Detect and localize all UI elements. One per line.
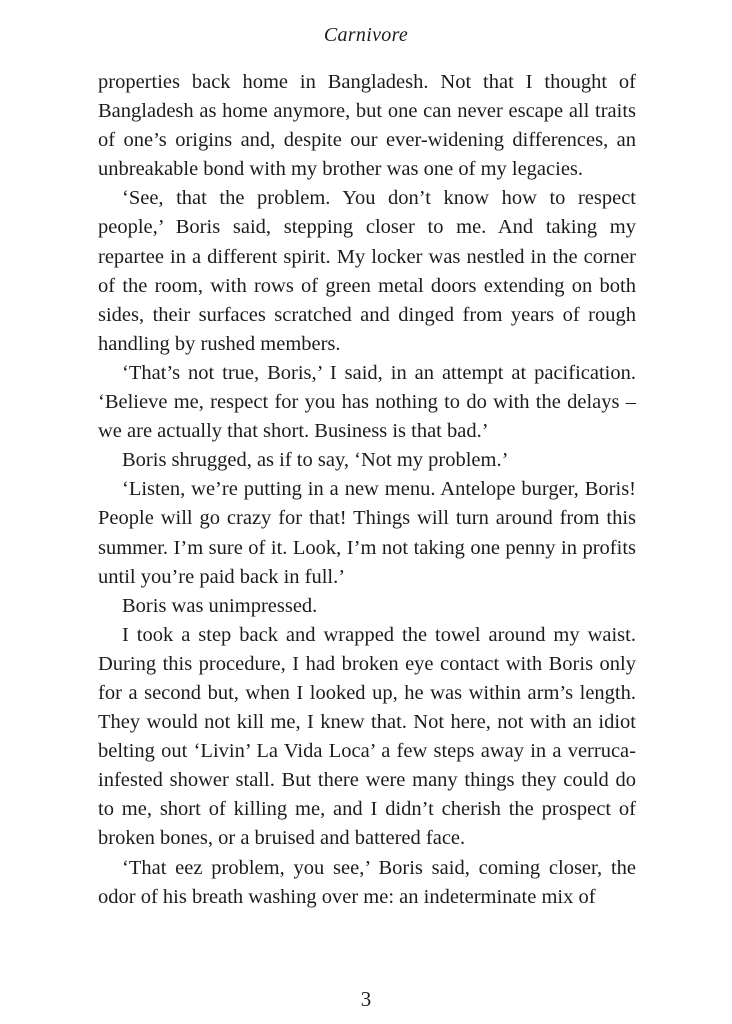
paragraph: ‘Listen, we’re putting in a new menu. Antelope burger, Boris! People will go crazy for that! Things will turn around from this summer. I’m sure of it. Look, I’m not taking one penny in profits until you’re paid back in full.’: [98, 478, 636, 588]
paragraph-continued: properties back home in Bangladesh. Not that I thought of Bangladesh as home anymore, but one can never escape all traits of one’s origins and, despite our ever-widening differences, an unbreakable bond with my brother was one of my legacies.: [98, 71, 636, 181]
paragraph: ‘That eez problem, you see,’ Boris said, coming closer, the odor of his breath washing over me: an indeterminate mix of: [98, 856, 636, 908]
paragraph: I took a step back and wrapped the towel around my waist. During this procedure, I had broken eye contact with Boris only for a second but, when I looked up, he was within arm’s length. They would not kill me, I knew that. Not here, not with an idiot belting out ‘Livin’ La Vida Loca’ a few steps away in a verruca-infested shower stall. But there were many things they could do to me, short of killing me, and I didn’t cherish the prospect of broken bones, or a bruised and battered face.: [98, 623, 636, 850]
paragraph: Boris shrugged, as if to say, ‘Not my problem.’: [122, 449, 509, 472]
page-number: 3: [360, 987, 372, 1011]
running-head-title: Carnivore: [323, 24, 409, 46]
paragraph: ‘That’s not true, Boris,’ I said, in an attempt at pacification. ‘Believe me, respect for you has nothing to do with the delays – we are actually that short. Business is that bad.’: [98, 361, 636, 443]
paragraph: ‘See, that the problem. You don’t know how to respect people,’ Boris said, stepping closer to me. And taking my repartee in a different spirit. My locker was nestled in the corner of the room, with rows of green metal doors extending on both sides, their surfaces scratched and dinged from years of rough handling by rushed members.: [98, 187, 636, 355]
paragraph: Boris was unimpressed.: [122, 594, 318, 617]
body-text: [98, 68, 636, 912]
